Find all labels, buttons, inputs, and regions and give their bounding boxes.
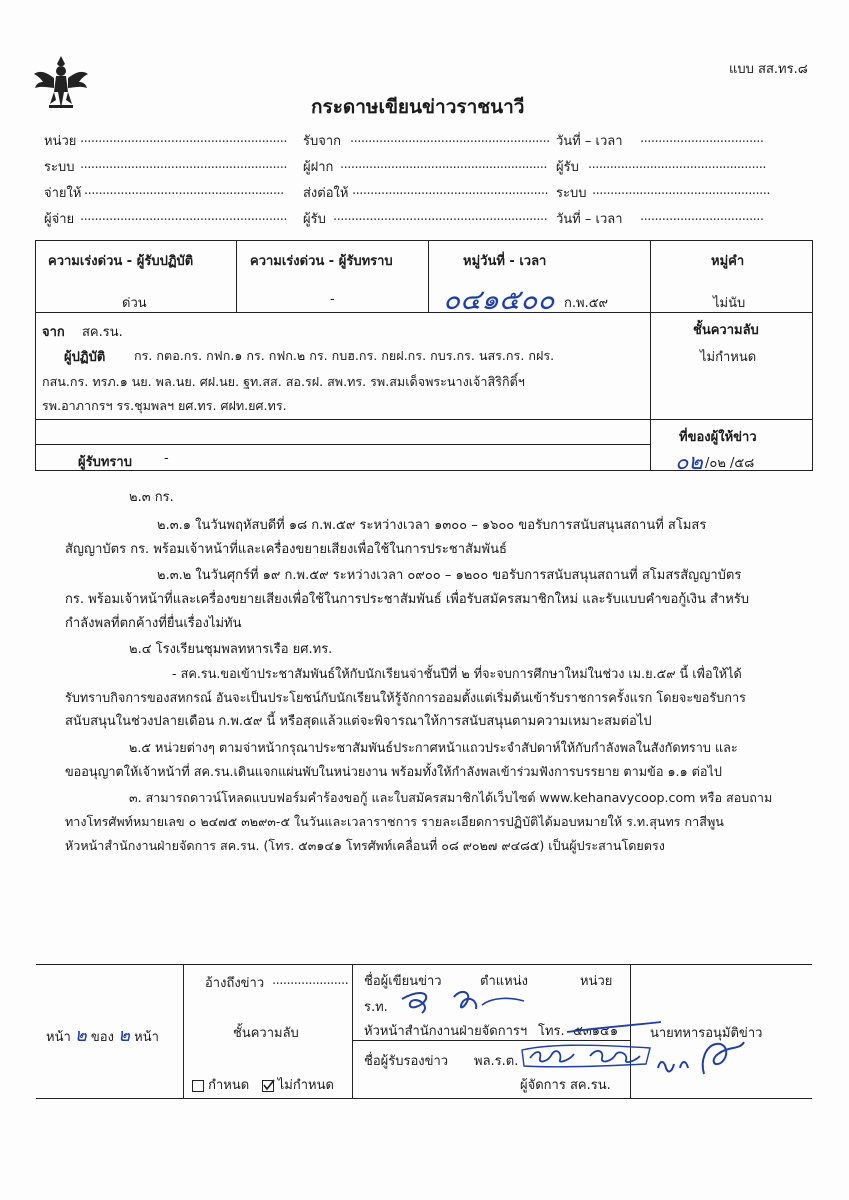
- from-label: จาก: [42, 325, 65, 340]
- classification-label: ชั้นความลับ: [693, 323, 759, 338]
- page-total-handwritten: ๒: [118, 1025, 130, 1046]
- action-priority-value: ด่วน: [122, 296, 147, 311]
- sender-place-handwritten: ๐๒: [675, 450, 703, 475]
- classification-value: ไม่กำหนด: [700, 350, 757, 365]
- page-prefix: หน้า: [46, 1030, 71, 1045]
- action-addressees-line3: รพ.อาภากรฯ รร.ชุมพลฯ ยศ.ทร. ศฝท.ยศ.ทร.: [42, 398, 287, 413]
- body-para-2-3: ๒.๓ กร.: [129, 490, 174, 505]
- body-para-3-l3: หัวหน้าสำนักงานฝ่ายจัดการ สค.รน. (โทร. ๕๓๑๔๑ โทรศัพท์เคลื่อนที่ ๐๘ ๙๐๒๗ ๙๔๘๕) เป็นผู้ประสานโดยตรง: [65, 838, 665, 853]
- sender-place-label: ที่ของผู้ให้ข่าว: [679, 430, 757, 445]
- writer-signature-icon: [392, 985, 532, 1019]
- option-undefined-label: ไม่กำหนด: [277, 1078, 334, 1093]
- form-code: แบบ สส.ทร.๘: [729, 62, 808, 77]
- field-forward-to-label: ส่งต่อให้: [303, 186, 349, 201]
- field-datetime-value: ..................................: [640, 131, 764, 146]
- approver-title: ผู้จัดการ สค.รน.: [520, 1078, 611, 1093]
- reference-value: .....................: [272, 973, 349, 988]
- field-recipient-label: ผู้รับ: [556, 160, 579, 175]
- writer-rank: ร.ท.: [364, 1000, 388, 1015]
- field-datetime2-label: วันที่ – เวลา: [556, 212, 623, 227]
- body-para-3-l1: ๓. สามารถดาวน์โหลดแบบฟอร์มคำร้องขอกู้ และใบสมัครสมาชิกได้เว็บไซต์ www.kehanavycoop.com หรือ สอบถาม: [129, 790, 773, 805]
- body-para-2-3-1-l2: สัญญาบัตร กร. พร้อมเจ้าหน้าที่และเครื่องขยายเสียงเพื่อใช้ในการประชาสัมพันธ์: [65, 542, 507, 557]
- body-para-2-4-l3: สนับสนุนในช่วงปลายเดือน ก.พ.๕๙ นี้ หรือสุดแล้วแต่จะพิจารณาให้การสนับสนุนตามความเหมาะสมต่อไป: [65, 714, 652, 729]
- tel-value: ๕๓๑๔๑: [573, 1024, 619, 1039]
- authority-signature-icon: [650, 1036, 760, 1082]
- approver-label: ชื่อผู้รับรองข่าว: [364, 1054, 449, 1069]
- datetime-group-handwritten: ๐๔๑๕๐๐: [443, 283, 555, 316]
- body-para-3-l2: ทางโทรศัพท์หมายเลข ๐ ๒๔๗๕ ๓๒๙๓-๕ ในวันและเวลาราชการ รายละเอียดการปฏิบัติได้มอบหมายให้ ร.ท.สุนทร กาสีพูน: [65, 814, 724, 829]
- field-payer-label: ผู้จ่าย: [44, 212, 75, 227]
- field-unit-label: หน่วย: [44, 134, 77, 149]
- approver-signature-icon: [518, 1040, 658, 1072]
- checkbox-defined[interactable]: [192, 1080, 204, 1092]
- body-para-2-3-2-l1: ๒.๓.๒ ในวันศุกร์ที่ ๑๙ ก.พ.๕๙ ระหว่างเวลา ๐๙๐๐ – ๑๒๐๐ ขอรับการสนับสนุนสถานที่ สโมสรสัญญาบัตร: [157, 568, 742, 583]
- authority-label: นายทหารอนุมัติข่าว: [650, 1026, 763, 1041]
- field-pay-to-value: .......................................................: [84, 183, 284, 198]
- writer-label: ชื่อผู้เขียนข่าว: [364, 974, 442, 989]
- field-payer-value: .........................................................: [80, 209, 288, 224]
- action-addressees-line2: กสน.กร. ทรภ.๑ นย. พล.นย. ศฝ.นย. ฐท.สส. สอ.รฝ. สพ.ทร. รพ.สมเด็จพระนางเจ้าสิริกิติ์ฯ: [42, 374, 525, 389]
- info-addressees-label: ผู้รับทราบ: [78, 455, 132, 470]
- info-priority-value: -: [330, 292, 335, 307]
- field-depositor-label: ผู้ฝาก: [303, 160, 334, 175]
- field-recipient-value: .................................................: [588, 157, 766, 172]
- page-suffix: หน้า: [134, 1030, 159, 1045]
- checkbox-undefined[interactable]: [262, 1080, 274, 1092]
- sender-place-value: /๐๒ /๕๘: [705, 456, 755, 471]
- body-para-2-3-2-l2: กร. พร้อมเจ้าหน้าที่และเครื่องขยายเสียงเพื่อใช้ในการประชาสัมพันธ์ เพื่อรับสมัครสมาชิกใหม่ และรับแบบคำขอกู้เงิน สำหรับ: [65, 592, 750, 607]
- field-system2-value: .................................................: [592, 183, 770, 198]
- field-receiver2-label: ผู้รับ: [303, 212, 326, 227]
- field-depositor-value: .........................................................: [340, 157, 548, 172]
- col-action-priority-header: ความเร่งด่วน - ผู้รับปฏิบัติ: [48, 254, 194, 269]
- field-datetime-label: วันที่ – เวลา: [556, 134, 623, 149]
- field-forward-to-value: ......................................................: [352, 183, 549, 198]
- garuda-emblem-icon: [32, 52, 90, 114]
- body-para-2-3-1-l1: ๒.๓.๑ ในวันพฤหัสบดีที่ ๑๘ ก.พ.๕๙ ระหว่างเวลา ๑๓๐๐ – ๑๖๐๐ ขอรับการสนับสนุนสถานที่ สโมสร: [157, 518, 707, 533]
- col-info-priority-header: ความเร่งด่วน - ผู้รับทราบ: [250, 254, 393, 269]
- body-para-2-4-l1: - สค.รน.ขอเข้าประชาสัมพันธ์ให้กับนักเรียนจ่าชั้นปีที่ ๒ ที่จะจบการศึกษาใหม่ในช่วง เม.ย.๕๙ นี้ เพื่อให้ได้: [172, 666, 742, 681]
- field-system2-label: ระบบ: [556, 186, 587, 201]
- approver-rank: พล.ร.ต.: [474, 1054, 519, 1069]
- footer-classification-label: ชั้นความลับ: [233, 1026, 299, 1041]
- tel-label: โทร.: [538, 1024, 565, 1039]
- col-datetime-group-header: หมู่วันที่ - เวลา: [463, 254, 547, 269]
- page-title: กระดาษเขียนข่าวราชนาวี: [311, 96, 525, 118]
- from-value: สค.รน.: [82, 325, 123, 340]
- field-system-value: .........................................................: [80, 157, 288, 172]
- position-label: ตำแหน่ง: [480, 974, 528, 989]
- col-word-count-header: หมู่คำ: [711, 254, 745, 269]
- action-addressees-label: ผู้ปฏิบัติ: [64, 350, 106, 365]
- field-unit-value: .........................................................: [80, 131, 288, 146]
- field-datetime2-value: ..................................: [640, 209, 764, 224]
- unit-label: หน่วย: [580, 974, 613, 989]
- option-defined-label: กำหนด: [208, 1078, 250, 1093]
- page-of: ของ: [90, 1030, 114, 1045]
- page-number: [46, 1020, 159, 1049]
- body-para-2-4-l2: รับทราบกิจการของสหกรณ์ อันจะเป็นประโยชน์กับนักเรียนให้รู้จักการออมตั้งแต่เริ่มต้นเข้ารับราชการครั้งแรก โดยจะขอรับการ: [65, 690, 746, 705]
- field-pay-to-label: จ่ายให้: [44, 186, 82, 201]
- action-addressees-line1: กร. กตอ.กร. กฟก.๑ กร. กฟก.๒ กร. กบฮ.กร. กยฝ.กร. กบร.กร. นสร.กร. กฝร.: [134, 348, 555, 363]
- field-receiver2-value: ...........................................................: [333, 209, 548, 224]
- field-received-from-label: รับจาก: [303, 134, 342, 149]
- datetime-group-value: ก.พ.๕๙: [564, 296, 609, 311]
- body-para-2-4: ๒.๔ โรงเรียนชุมพลทหารเรือ ยศ.ทร.: [129, 642, 333, 657]
- info-addressees-value: -: [164, 451, 169, 466]
- checkmark-icon: [263, 1079, 275, 1091]
- writer-position: หัวหน้าสำนักงานฝ่ายจัดการฯ: [364, 1024, 528, 1039]
- field-system-label: ระบบ: [44, 160, 75, 175]
- reference-label: อ้างถึงข่าว: [205, 976, 265, 991]
- word-count-value: ไม่นับ: [713, 296, 746, 311]
- page-current-handwritten: ๒: [74, 1025, 87, 1046]
- classification-options: [192, 1074, 334, 1095]
- body-para-2-5-l1: ๒.๕ หน่วยต่างๆ ตามจ่าหน้ากรุณาประชาสัมพันธ์ประกาศหน้าแถวประจำสัปดาห์ให้กับกำลังพลในสังกัดทราบ และ: [129, 740, 738, 755]
- field-received-from-value: .......................................................: [350, 131, 550, 146]
- body-para-2-3-2-l3: กำลังพลที่ตกค้างที่ยื่นเรื่องไม่ทัน: [65, 616, 242, 631]
- body-para-2-5-l2: ขออนุญาตให้เจ้าหน้าที่ สค.รน.เดินแจกแผ่นพับในหน่วยงาน พร้อมทั้งให้กำลังพลเข้าร่วมฟังการบรรยาย ตามข้อ ๑.๑ ต่อไป: [65, 764, 722, 779]
